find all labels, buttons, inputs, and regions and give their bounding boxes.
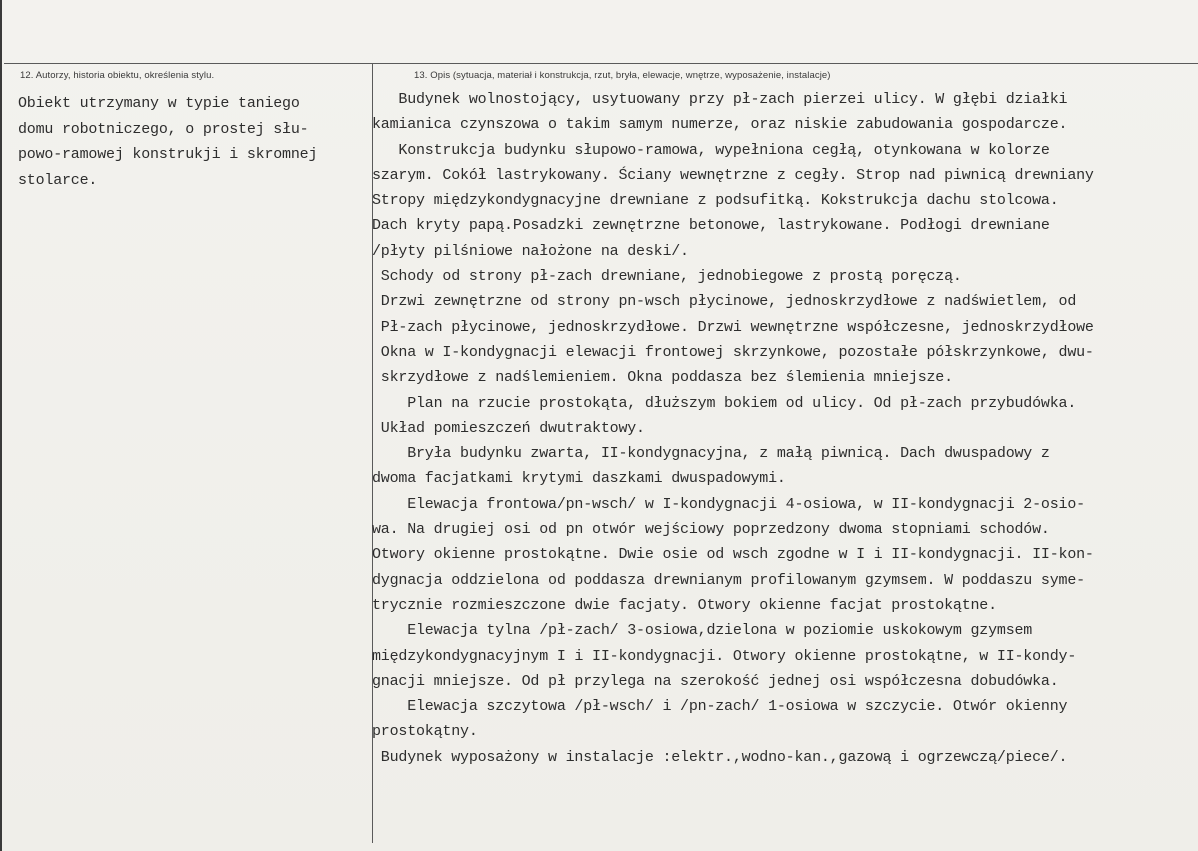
text-line: trycznie rozmieszczone dwie facjaty. Otwory okienne facjat prostokątne. — [372, 596, 997, 614]
top-rule — [4, 63, 1198, 64]
text-line: Plan na rzucie prostokąta, dłuższym bokiem od ulicy. Od pł-zach przybudówka. — [372, 394, 1077, 412]
text-line: Budynek wyposażony w instalacje :elektr.,wodno-kan.,gazową i ogrzewczą/piece/. — [372, 748, 1068, 766]
text-line: Obiekt utrzymany w typie taniego — [18, 95, 300, 112]
text-line: Elewacja tylna /pł-zach/ 3-osiowa,dzielona w poziomie uskokowym gzymsem — [372, 622, 1033, 640]
text-line: /płyty pilśniowe nałożone na deski/. — [372, 242, 689, 260]
text-line: dygnacja oddzielona od poddasza drewnianym profilowanym gzymsem. W poddaszu syme- — [372, 571, 1085, 589]
left-column-header: 12. Autorzy, historia obiektu, określenia stylu. — [20, 70, 215, 81]
text-line: Drzwi zewnętrzne od strony pn-wsch płycinowe, jednoskrzydłowe z nadświetlem, od — [372, 293, 1077, 311]
text-line: domu robotniczego, o prostej słu- — [18, 120, 309, 138]
text-line: Otwory okienne prostokątne. Dwie osie od wsch zgodne w I i II-kondygnacji. II-kon- — [372, 546, 1094, 564]
text-line: Pł-zach płycinowe, jednoskrzydłowe. Drzwi wewnętrzne współczesne, jednoskrzydłowe — [372, 318, 1094, 336]
text-line: Budynek wolnostojący, usytuowany przy pł-zach pierzei ulicy. W głębi działki — [372, 91, 1068, 108]
text-line: skrzydłowe z nadślemieniem. Okna poddasza bez ślemienia mniejsze. — [372, 369, 953, 387]
text-line: wa. Na drugiej osi od pn otwór wejściowy poprzedzony dwoma stopniami schodów. — [372, 521, 1050, 539]
text-line: Konstrukcja budynku słupowo-ramowa, wypełniona cegłą, otynkowana w kolorze — [372, 141, 1050, 159]
text-line: dwoma facjatkami krytymi daszkami dwuspadowymi. — [372, 470, 786, 488]
right-column-header: 13. Opis (sytuacja, materiał i konstrukcja, rzut, bryła, elewacje, wnętrze, wyposażenie, instalacje) — [414, 70, 831, 81]
authors-history-style-text — [18, 91, 368, 193]
text-line: Elewacja szczytowa /pł-wsch/ i /pn-zach/ 1-osiowa w szczycie. Otwór okienny — [372, 698, 1068, 716]
text-line: Schody od strony pł-zach drewniane, jednobiegowe z prostą poręczą. — [372, 268, 962, 286]
text-line: gnacji mniejsze. Od pł przylega na szerokość jednej osi współczesna dobudówka. — [372, 672, 1059, 690]
building-description-text — [372, 87, 1198, 770]
text-line: Bryła budynku zwarta, II-kondygnacyjna, z małą piwnicą. Dach dwuspadowy z — [372, 445, 1050, 463]
text-line: Układ pomieszczeń dwutraktowy. — [372, 419, 645, 437]
text-line: Stropy międzykondygnacyjne drewniane z podsufitką. Kokstrukcja dachu stolcowa. — [372, 192, 1059, 210]
text-line: Dach kryty papą.Posadzki zewnętrzne betonowe, lastrykowane. Podłogi drewniane — [372, 217, 1050, 235]
text-line: kamianica czynszowa o takim samym numerze, oraz niskie zabudowania gospodarcze. — [372, 116, 1068, 134]
text-line: szarym. Cokół lastrykowany. Ściany wewnętrzne z cegły. Strop nad piwnicą drewniany — [372, 166, 1094, 184]
text-line: Elewacja frontowa/pn-wsch/ w I-kondygnacji 4-osiowa, w II-kondygnacji 2-osio- — [372, 495, 1085, 513]
text-line: międzykondygnacyjnym I i II-kondygnacji. Otwory okienne prostokątne, w II-kondy- — [372, 647, 1077, 665]
text-line: powo-ramowej konstrukji i skromnej — [18, 146, 318, 163]
text-line: Okna w I-kondygnacji elewacji frontowej skrzynkowe, pozostałe półskrzynkowe, dwu- — [372, 343, 1094, 361]
text-line: prostokątny. — [372, 723, 478, 741]
text-line: stolarce. — [18, 171, 98, 189]
